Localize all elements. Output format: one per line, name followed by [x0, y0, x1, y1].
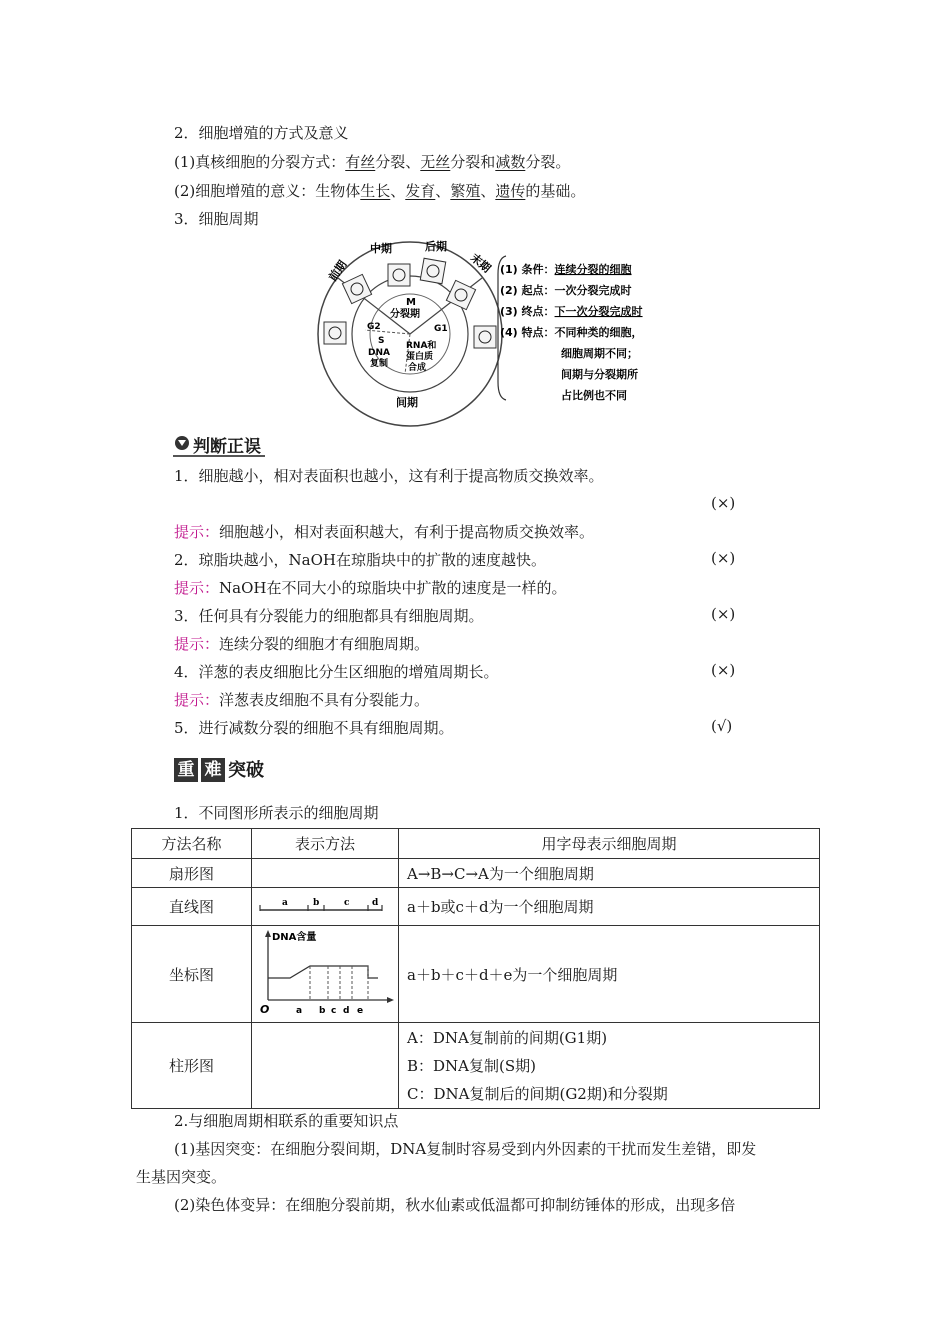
dna-label: 复制 [370, 359, 389, 369]
judge-mark: (√) [711, 717, 733, 735]
text: 的基础。 [525, 182, 586, 200]
extra-paragraph: (1)基因突变：在细胞分裂间期，DNA复制时容易受到内外因素的干扰而发生差错，即发 [174, 1140, 757, 1158]
answer: 遗传 [495, 182, 526, 200]
note: (3) 终点：下一次分裂完成时 [500, 305, 643, 318]
judge-mark: (×) [711, 661, 736, 679]
judge-mark: (×) [711, 494, 736, 512]
answer: 繁殖 [450, 182, 481, 200]
g2-label: G2 [367, 322, 381, 332]
answer: 无丝 [420, 153, 451, 171]
answer: 有丝 [345, 153, 376, 171]
extra-paragraph: 生基因突变。 [136, 1168, 227, 1186]
table-row [132, 926, 820, 1023]
method-desc: a＋b＋c＋d＋e为一个细胞周期 [399, 926, 820, 1023]
method-name: 柱形图 [132, 1023, 252, 1109]
desc-line: A：DNA复制前的间期(G1期) [407, 1028, 608, 1047]
text: 分裂和 [450, 153, 496, 171]
rna-label: 蛋白质 [406, 352, 434, 362]
text: 分裂。 [525, 153, 571, 171]
answer: 发育 [405, 182, 436, 200]
judge-question: 2．琼脂块越小，NaOH在琼脂块中的扩散的速度越快。 [174, 551, 546, 569]
line-significance [174, 180, 585, 201]
rna-label: RNA和 [406, 341, 437, 351]
method-figure [252, 859, 399, 888]
segment-label: a [296, 1006, 303, 1016]
answer: 减数 [495, 153, 526, 171]
judge-hint [174, 521, 594, 542]
method-name: 扇形图 [132, 859, 252, 888]
note: (1) 条件：连续分裂的细胞 [500, 263, 632, 276]
phase-label: 中期 [370, 242, 392, 255]
cycle-representation-table [131, 828, 820, 1109]
rna-label: 合成 [408, 363, 427, 373]
segment-label: b [313, 897, 320, 908]
text: 分裂、 [375, 153, 421, 171]
text: (1)真核细胞的分裂方式： [174, 153, 346, 171]
judge-hint [174, 689, 429, 710]
segment-label: c [344, 897, 350, 908]
segment-label: e [357, 1006, 364, 1016]
hint-text: 细胞越小，相对表面积越大，有利于提高物质交换效率。 [219, 523, 595, 541]
judge-hint [174, 633, 429, 654]
phase-label: 前期 [326, 258, 350, 284]
method-desc: a＋b或c＋d为一个细胞周期 [399, 888, 820, 926]
desc-line: B：DNA复制(S期) [407, 1056, 536, 1075]
section-banner [174, 758, 264, 786]
hint-text: 连续分裂的细胞才有细胞周期。 [219, 635, 430, 653]
heading-cell-cycle: 3．细胞周期 [174, 210, 259, 228]
judge-hint [174, 577, 566, 598]
desc-line: C：DNA复制后的间期(G2期)和分裂期 [407, 1084, 668, 1103]
g1-label: G1 [434, 324, 448, 334]
answer: 生长 [360, 182, 391, 200]
dna-label: DNA [368, 348, 390, 358]
table-row [132, 859, 820, 888]
banner-char: 重 [174, 758, 198, 782]
line-segment-figure [256, 894, 384, 916]
triangle-down-icon [175, 436, 189, 450]
segment-label: d [372, 897, 379, 908]
phase-label: 末期 [467, 251, 494, 276]
note: 细胞周期不同； [561, 347, 638, 360]
table-header-row [132, 829, 820, 859]
judge-mark: (×) [711, 605, 736, 623]
banner-text: 突破 [228, 760, 264, 781]
coordinate-figure [256, 928, 394, 1016]
hint-label: 提示： [174, 635, 220, 653]
method-desc: A→B→C→A为一个细胞周期 [399, 859, 820, 888]
header-cell: 表示方法 [252, 829, 399, 859]
text: 、 [480, 182, 496, 200]
method-figure [252, 888, 399, 926]
hint-label: 提示： [174, 523, 220, 541]
table-row [132, 1023, 820, 1109]
note: 间期与分裂期所 [561, 368, 638, 381]
hint-label: 提示： [174, 579, 220, 597]
note: 占比例也不同 [561, 389, 627, 402]
judge-question: 3．任何具有分裂能力的细胞都具有细胞周期。 [174, 607, 484, 625]
text: 、 [435, 182, 451, 200]
hint-label: 提示： [174, 691, 220, 709]
method-name: 直线图 [132, 888, 252, 926]
phase-label: 后期 [425, 240, 447, 253]
text: 、 [390, 182, 406, 200]
m-label: M [406, 297, 416, 308]
judge-section-tag [173, 431, 265, 457]
segment-label: a [282, 897, 288, 908]
extra-paragraph: (2)染色体变异：在细胞分裂前期，秋水仙素或低温都可抑制纺锤体的形成，出现多倍 [174, 1196, 736, 1214]
segment-label: c [331, 1006, 337, 1016]
note: (4) 特点：不同种类的细胞， [500, 326, 643, 339]
segment-label: d [343, 1006, 350, 1016]
judge-question: 1．细胞越小，相对表面积也越小，这有利于提高物质交换效率。 [174, 467, 604, 485]
banner-char: 难 [201, 758, 225, 782]
heading-cell-proliferation: 2．细胞增殖的方式及意义 [174, 124, 349, 142]
judge-question: 4．洋葱的表皮细胞比分生区细胞的增殖周期长。 [174, 663, 499, 681]
table-row [132, 888, 820, 926]
line-division-methods [174, 151, 570, 172]
hint-text: 洋葱表皮细胞不具有分裂能力。 [219, 691, 430, 709]
text: (2)细胞增殖的意义：生物体 [174, 182, 361, 200]
judge-mark: (×) [711, 549, 736, 567]
judge-question: 5．进行减数分裂的细胞不具有细胞周期。 [174, 719, 454, 737]
s-label: S [378, 336, 385, 346]
cell-cycle-diagram [310, 234, 680, 429]
m-label: 分裂期 [390, 309, 420, 320]
header-cell: 用字母表示细胞周期 [399, 829, 820, 859]
tag-label: 判断正误 [193, 437, 261, 457]
method-desc [399, 1023, 820, 1109]
note: (2) 起点：一次分裂完成时 [500, 284, 632, 297]
origin-label: O [260, 1003, 270, 1016]
extra-heading: 2.与细胞周期相联系的重要知识点 [174, 1112, 399, 1130]
method-figure [252, 1023, 399, 1109]
segment-label: b [319, 1006, 326, 1016]
header-cell: 方法名称 [132, 829, 252, 859]
y-axis-label: DNA含量 [272, 932, 317, 943]
interphase-label: 间期 [396, 396, 418, 409]
hint-text: NaOH在不同大小的琼脂块中扩散的速度是一样的。 [219, 579, 567, 597]
method-figure [252, 926, 399, 1023]
method-name: 坐标图 [132, 926, 252, 1023]
table-title: 1．不同图形所表示的细胞周期 [174, 804, 379, 822]
